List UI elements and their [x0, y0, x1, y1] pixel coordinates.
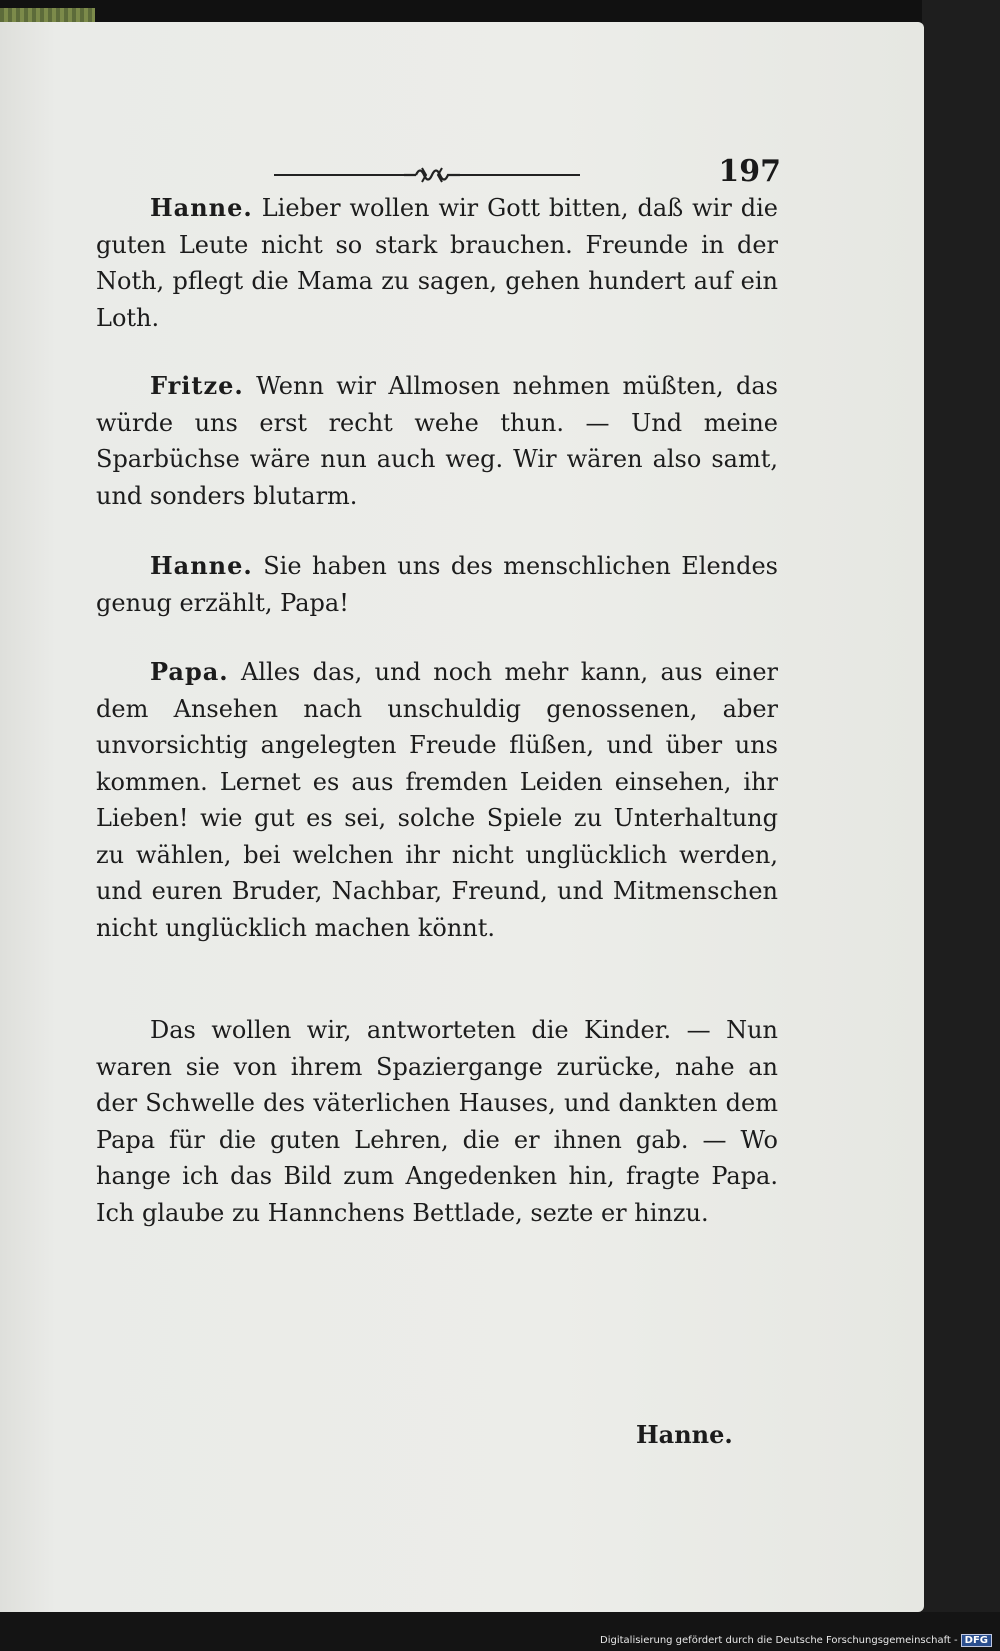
paragraph-text: Lieber wollen wir Gott bitten, daß wir die guten Leute nicht so stark brauchen. Freunde in der Noth, pflegt die Mama zu sagen, gehen hundert auf ein Loth. — [96, 194, 778, 332]
page-number: 197 — [718, 154, 781, 189]
paragraph-text: Wenn wir Allmosen nehmen müßten, das würde uns erst recht wehe thun. — Und meine Sparbüchse wäre nun auch weg. Wir wären also samt, und sonders blutarm. — [96, 372, 778, 510]
paragraph-text: Sie haben uns des menschlichen Elendes genug erzählt, Papa! — [96, 552, 778, 617]
bookmark-ribbon — [0, 8, 95, 22]
speaker-name: Hanne. — [150, 551, 253, 580]
header-rule-right — [460, 174, 580, 176]
paragraph-5 — [96, 1012, 778, 1231]
scan-right-border — [922, 0, 1000, 1651]
paragraph-4 — [96, 654, 778, 946]
book-page — [0, 22, 924, 1612]
paragraph-text: Das wollen wir, antworteten die Kinder. — Nun waren sie von ihrem Spaziergange zurücke, nahe an der Schwelle des väterlichen Hauses, und dankten dem Papa für die guten Lehren, die er ihnen gab. — Wo hange ich das Bild zum Angedenken hin, fragte Papa. Ich glaube zu Hannchens Bettlade, sezte er hinzu. — [96, 1016, 778, 1227]
speaker-name: Hanne. — [150, 193, 253, 222]
header-rule-left — [274, 174, 404, 176]
paragraph-2 — [96, 368, 778, 514]
funding-credit-text: Digitalisierung gefördert durch die Deutsche Forschungsgemeinschaft - — [600, 1635, 958, 1646]
dfg-logo: DFG — [961, 1634, 992, 1647]
catchword: Hanne. — [636, 1420, 733, 1449]
paragraph-3 — [96, 548, 778, 621]
speaker-name: Papa. — [150, 657, 229, 686]
footer-bar — [0, 1612, 1000, 1651]
header-ornament-icon — [402, 162, 462, 188]
paragraph-text: Alles das, und noch mehr kann, aus einer dem Ansehen nach unschuldig genossenen, aber unvorsichtig angelegten Freude flüßen, und über uns kommen. Lernet es aus fremden Leiden einsehen, ihr Lieben! wie gut es sei, solche Spiele zu Unterhaltung zu wählen, bei welchen ihr nicht unglücklich werden, und euren Bruder, Nachbar, Freund, und Mitmenschen nicht unglücklich machen könnt. — [96, 658, 778, 942]
speaker-name: Fritze. — [150, 371, 244, 400]
funding-credit — [600, 1634, 992, 1647]
paragraph-1 — [96, 190, 778, 336]
